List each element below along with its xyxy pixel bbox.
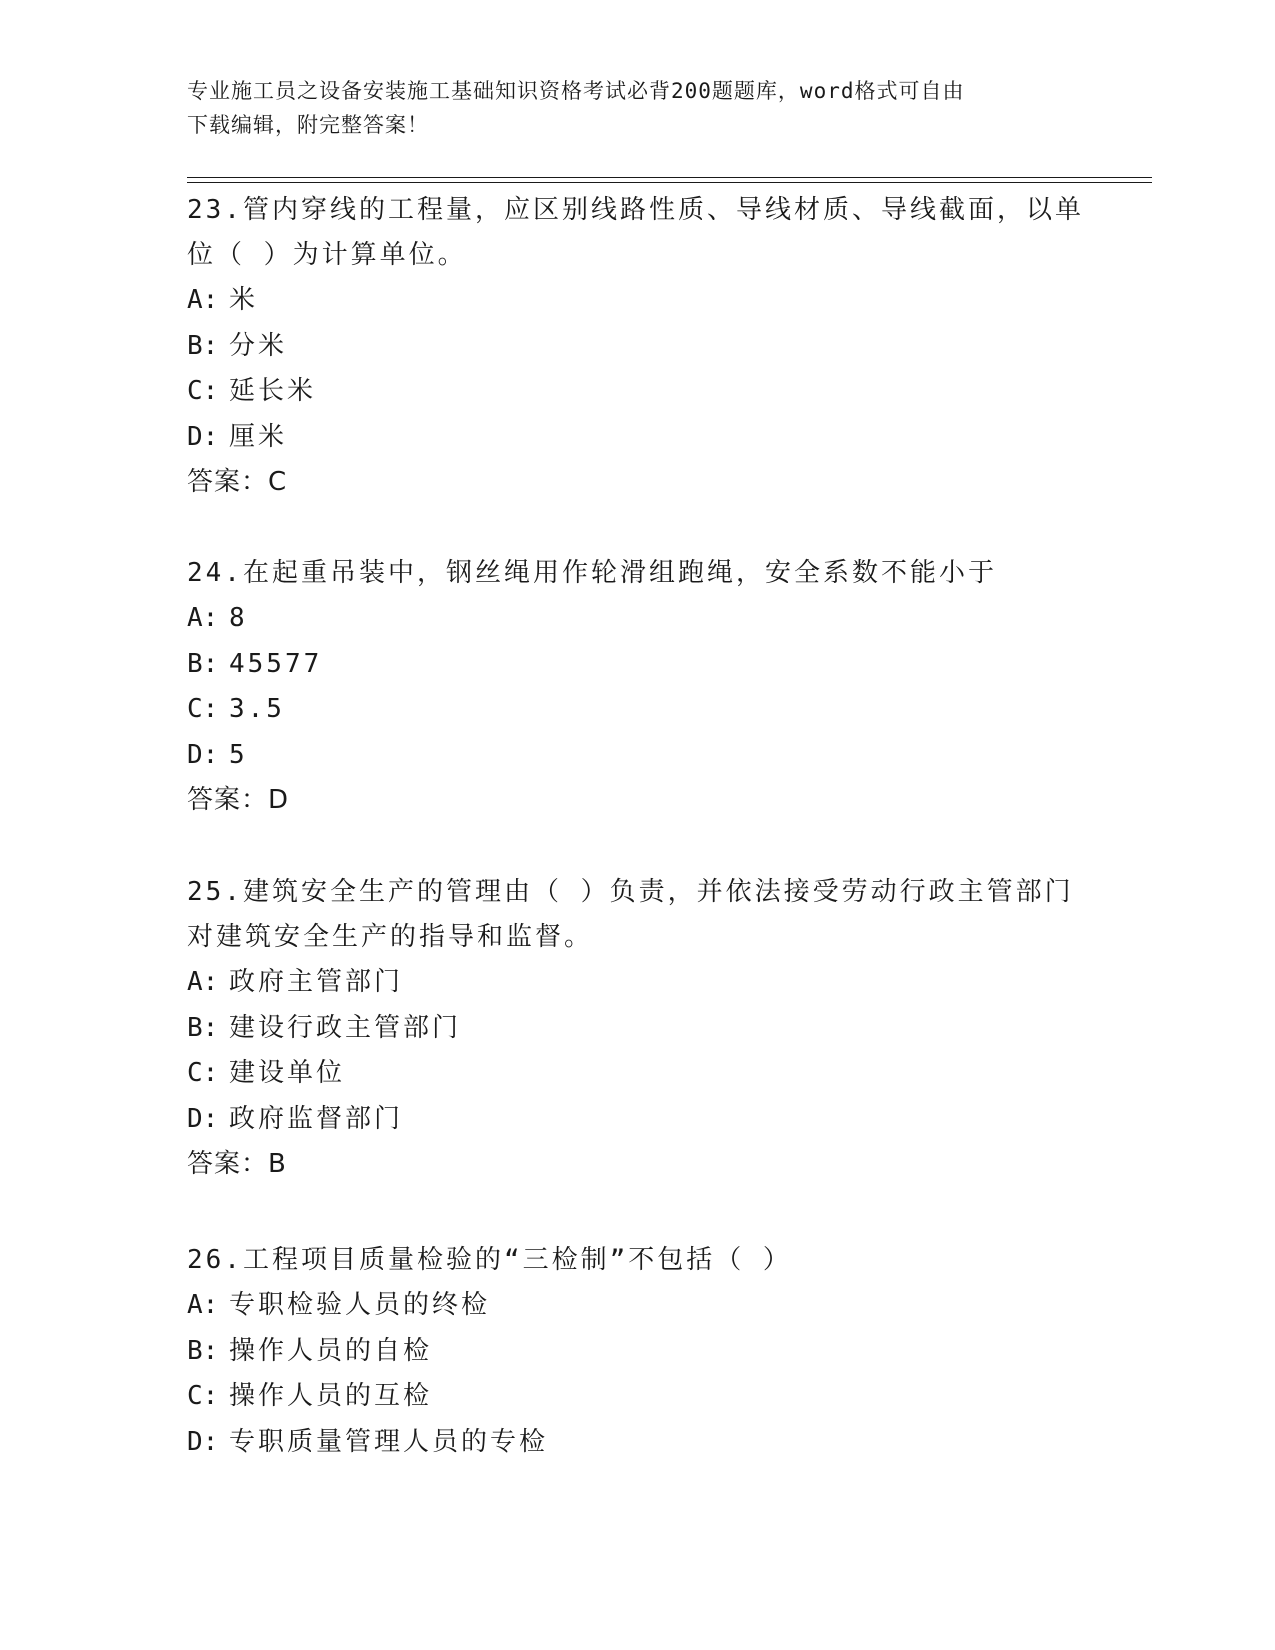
- option-text: 延长米: [229, 376, 317, 406]
- option-text: 建设单位: [229, 1058, 346, 1088]
- option-b: [187, 642, 1087, 688]
- option-letter: A:: [187, 603, 219, 633]
- option-text: 分米: [229, 330, 288, 361]
- option-d: [187, 733, 1087, 779]
- answer-line: 答案：B: [187, 1149, 287, 1179]
- question-stem: 25.建筑安全生产的管理由（ ）负责，并依法接受劳动行政主管部门: [187, 877, 1074, 907]
- option-letter: C:: [187, 1058, 219, 1088]
- question-stem: 23.管内穿线的工程量，应区别线路性质、导线材质、导线截面，以单: [187, 195, 1084, 225]
- option-text: 政府主管部门: [229, 967, 404, 997]
- option-letter: D:: [187, 739, 219, 770]
- answer-line: 答案：D: [187, 785, 290, 815]
- header-line: 下载编辑，附完整答案！: [187, 113, 429, 137]
- option-letter: B:: [187, 1012, 219, 1043]
- option-text: 厘米: [229, 421, 288, 452]
- option-text: 米: [229, 285, 259, 315]
- option-d: [187, 1420, 1087, 1466]
- option-letter: B:: [187, 1335, 219, 1366]
- option-letter: C:: [187, 376, 219, 406]
- option-text: 建设行政主管部门: [229, 1012, 462, 1043]
- option-text: 专职检验人员的终检: [229, 1290, 491, 1320]
- option-text: 5: [229, 739, 248, 770]
- option-a: [187, 1283, 1087, 1329]
- option-letter: D:: [187, 1426, 219, 1457]
- option-text: 操作人员的互检: [229, 1381, 433, 1411]
- document-header: [187, 74, 1087, 142]
- option-letter: A:: [187, 285, 219, 315]
- option-c: [187, 687, 1087, 733]
- header-line: 专业施工员之设备安装施工基础知识资格考试必背200题题库，word格式可自由: [187, 79, 965, 103]
- option-text: 政府监督部门: [229, 1103, 404, 1134]
- answer-line: 答案：C: [187, 467, 288, 497]
- option-c: [187, 1374, 1087, 1420]
- option-d: [187, 1097, 1087, 1143]
- question-23: [187, 188, 1087, 505]
- question-25: [187, 870, 1087, 1187]
- option-a: [187, 596, 1087, 642]
- option-text: 专职质量管理人员的专检: [229, 1426, 549, 1457]
- question-24: [187, 551, 1087, 823]
- option-text: 8: [229, 603, 248, 633]
- option-b: [187, 1006, 1087, 1052]
- option-letter: D:: [187, 421, 219, 452]
- option-text: 3.5: [229, 694, 285, 724]
- question-stem: 位（ ）为计算单位。: [187, 240, 467, 270]
- option-letter: B:: [187, 330, 219, 361]
- question-stem: 24.在起重吊装中，钢丝绳用作轮滑组跑绳，安全系数不能小于: [187, 558, 997, 588]
- option-c: [187, 1051, 1087, 1097]
- option-letter: D:: [187, 1103, 219, 1134]
- option-letter: C:: [187, 694, 219, 724]
- option-c: [187, 369, 1087, 415]
- header-divider: [187, 177, 1152, 178]
- option-b: [187, 324, 1087, 370]
- option-d: [187, 415, 1087, 461]
- option-b: [187, 1329, 1087, 1375]
- header-divider: [187, 182, 1152, 183]
- option-letter: A:: [187, 967, 219, 997]
- question-26: [187, 1238, 1087, 1465]
- question-stem: 对建筑安全生产的指导和监督。: [187, 922, 594, 952]
- option-text: 45577: [229, 648, 323, 679]
- option-text: 操作人员的自检: [229, 1335, 433, 1366]
- option-letter: A:: [187, 1290, 219, 1320]
- option-letter: C:: [187, 1381, 219, 1411]
- option-a: [187, 960, 1087, 1006]
- option-letter: B:: [187, 648, 219, 679]
- option-a: [187, 278, 1087, 324]
- question-stem: 26.工程项目质量检验的“三检制”不包括（ ）: [187, 1245, 792, 1275]
